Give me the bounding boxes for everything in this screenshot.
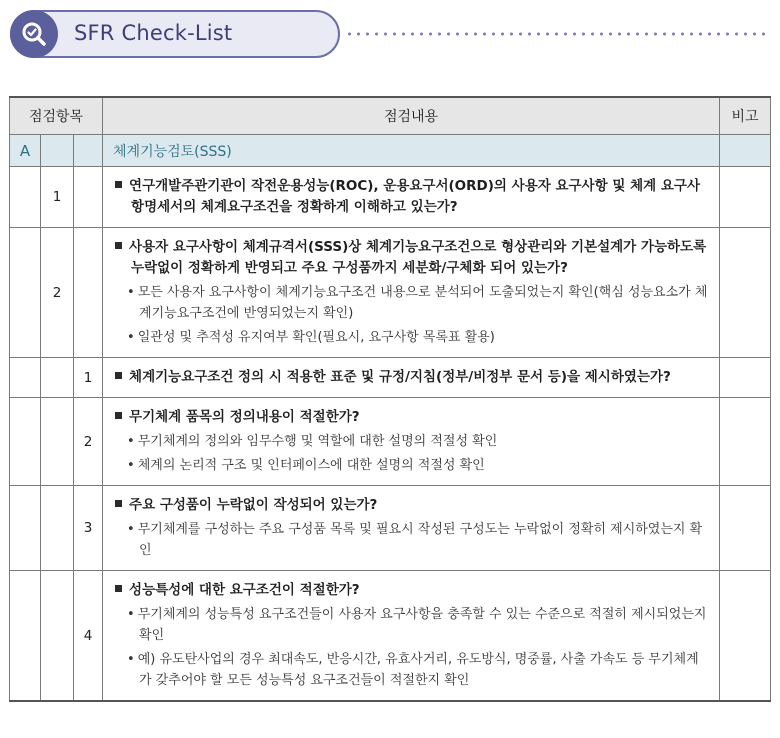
header-banner [10, 10, 340, 58]
dot-bullet-icon: • [127, 330, 135, 345]
detail-text: 예) 유도탄사업의 경우 최대속도, 반응시간, 유효사거리, 유도방식, 명중률, 사출 가속도 등 무기체계가 갖추어야 할 모든 성능특성 요구조건들이 적절한지 확인 [137, 652, 699, 688]
square-bullet-icon [115, 181, 122, 188]
header-content: 점검내용 [103, 97, 720, 135]
page-title: SFR Check-List [74, 21, 233, 45]
check-question [115, 237, 709, 279]
sub-item-number: 1 [74, 358, 103, 398]
square-bullet-icon [115, 412, 122, 419]
square-bullet-icon [115, 585, 122, 592]
detail-text: 무기체계의 성능특성 요구조건들이 사용자 요구사항을 충족할 수 있는 수준으로 적절히 제시되었는지 확인 [137, 607, 707, 643]
header-note: 비고 [720, 97, 771, 135]
dot-bullet-icon: • [127, 434, 135, 449]
question-text: 연구개발주관기관이 작전운용성능(ROC), 운용요구서(ORD)의 사용자 요구사항 및 체계 요구사항명세서의 체계요구조건을 정확하게 이해하고 있는가? [129, 178, 700, 215]
detail-bullet [115, 604, 709, 646]
detail-text: 모든 사용자 요구사항이 체계기능요구조건 내용으로 분석되어 도출되었는지 확인(핵심 성능요소가 체계기능요구조건에 반영되었는지 확인) [137, 285, 708, 321]
check-content [103, 167, 720, 228]
square-bullet-icon [115, 372, 122, 379]
table-header-row [10, 97, 771, 135]
sub-item-number: 3 [74, 486, 103, 571]
detail-bullet [115, 282, 709, 324]
check-question [115, 580, 709, 601]
question-text: 주요 구성품이 누락없이 작성되어 있는가? [129, 497, 378, 513]
detail-text: 일관성 및 추적성 유지여부 확인(필요시, 요구사항 목록표 활용) [137, 330, 495, 345]
check-question [115, 367, 709, 388]
question-text: 무기체계 품목의 정의내용이 적절한가? [129, 409, 360, 425]
sub-item-number: 2 [74, 398, 103, 486]
detail-bullet [115, 519, 709, 561]
dot-bullet-icon: • [127, 458, 135, 473]
note-cell [720, 398, 771, 486]
note-cell [720, 486, 771, 571]
note-cell [720, 571, 771, 702]
dot-bullet-icon: • [127, 652, 135, 667]
detail-bullet [115, 455, 709, 476]
magnifier-icon [10, 10, 58, 58]
check-content [103, 571, 720, 702]
table-row [10, 228, 771, 358]
table-row [10, 167, 771, 228]
dot-bullet-icon: • [127, 522, 135, 537]
check-question [115, 495, 709, 516]
note-cell [720, 358, 771, 398]
dot-bullet-icon: • [127, 607, 135, 622]
item-number: 1 [41, 167, 74, 228]
detail-text: 체계의 논리적 구조 및 인터페이스에 대한 설명의 적절성 확인 [137, 458, 485, 473]
question-text: 성능특성에 대한 요구조건이 적절한가? [129, 582, 360, 598]
note-cell [720, 228, 771, 358]
sub-item-number: 4 [74, 571, 103, 702]
item-number: 2 [41, 228, 74, 358]
check-question [115, 407, 709, 428]
check-content [103, 358, 720, 398]
check-content [103, 486, 720, 571]
dotted-divider [345, 32, 770, 36]
section-row [10, 135, 771, 167]
section-title: 체계기능검토(SSS) [103, 135, 720, 167]
table-row [10, 398, 771, 486]
detail-bullet [115, 649, 709, 691]
question-text: 체계기능요구조건 정의 시 적용한 표준 및 규정/지침(정부/비정부 문서 등)을 제시하였는가? [129, 369, 671, 385]
question-text: 사용자 요구사항이 체계규격서(SSS)상 체계기능요구조건으로 형상관리와 기본설계가 가능하도록 누락없이 정확하게 반영되고 주요 구성품까지 세분화/구체화 되어 있는가? [129, 239, 707, 276]
dot-bullet-icon: • [127, 285, 135, 300]
checklist-table [9, 96, 771, 702]
detail-text: 무기체계의 정의와 임무수행 및 역할에 대한 설명의 적절성 확인 [137, 434, 498, 449]
table-row [10, 571, 771, 702]
note-cell [720, 167, 771, 228]
detail-text: 무기체계를 구성하는 주요 구성품 목록 및 필요시 작성된 구성도는 누락없이 정확히 제시하였는지 확인 [137, 522, 703, 558]
table-row [10, 486, 771, 571]
table-row [10, 358, 771, 398]
square-bullet-icon [115, 242, 122, 249]
detail-bullet [115, 327, 709, 348]
check-question [115, 176, 709, 218]
check-content [103, 228, 720, 358]
square-bullet-icon [115, 500, 122, 507]
check-content [103, 398, 720, 486]
detail-bullet [115, 431, 709, 452]
header-item: 점검항목 [10, 97, 103, 135]
section-letter: A [10, 135, 41, 167]
